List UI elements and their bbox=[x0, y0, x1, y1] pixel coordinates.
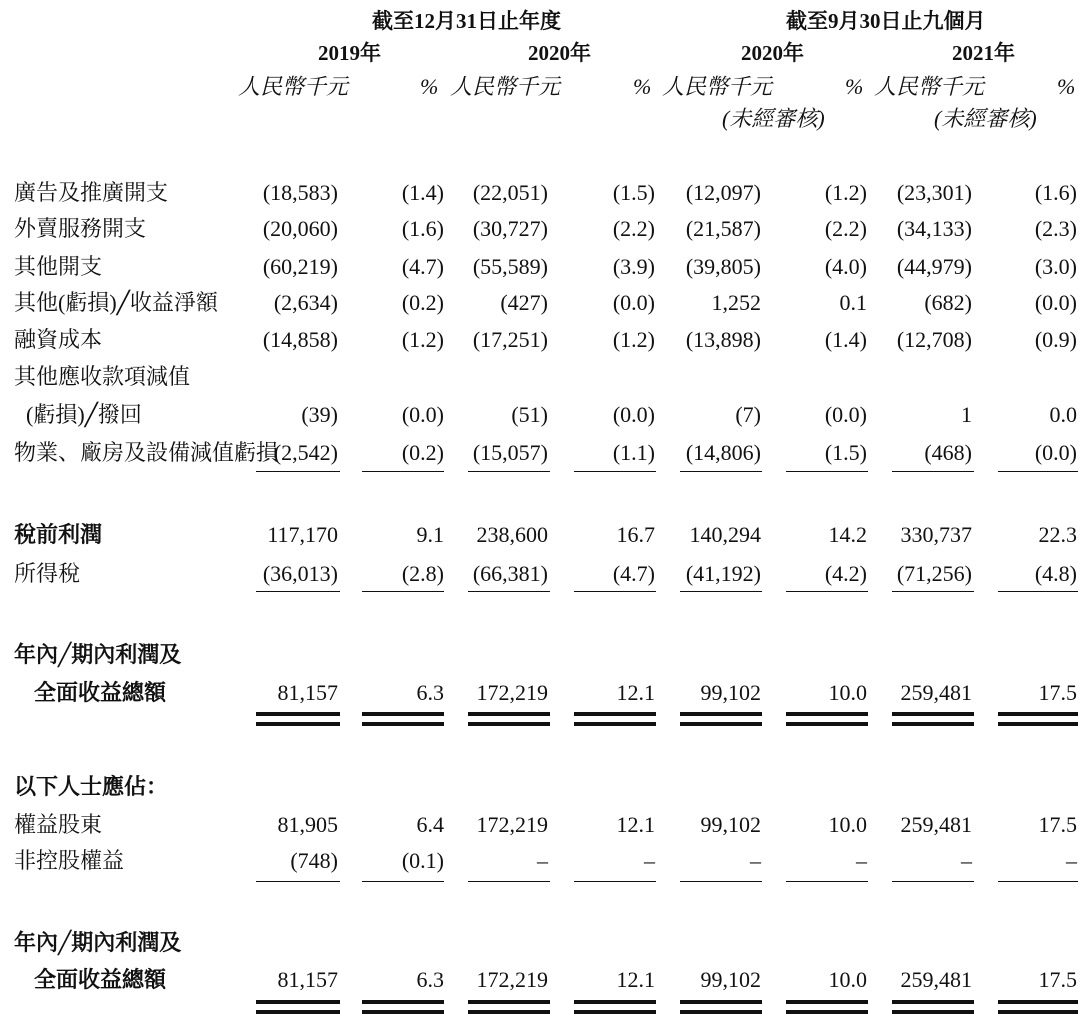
cell-value: 12.1 bbox=[616, 680, 655, 705]
cell-value: (4.7) bbox=[401, 254, 444, 279]
cell-value: 10.0 bbox=[828, 967, 867, 992]
cell-value: 81,157 bbox=[277, 680, 338, 705]
year-header: 2020年 bbox=[741, 41, 804, 65]
cell-value: (0.0) bbox=[612, 290, 655, 315]
double-rule bbox=[786, 712, 868, 726]
column-rule bbox=[786, 591, 868, 592]
cell-value: 17.5 bbox=[1038, 680, 1077, 705]
year-header: 2021年 bbox=[952, 41, 1015, 65]
double-rule bbox=[680, 1000, 762, 1014]
column-rule bbox=[680, 881, 762, 882]
cell-value: (427) bbox=[500, 290, 548, 315]
double-rule bbox=[256, 712, 340, 726]
cell-value: (0.2) bbox=[401, 440, 444, 465]
cell-value: 330,737 bbox=[900, 522, 972, 547]
cell-value: 6.3 bbox=[416, 680, 444, 705]
cell-value: (3.0) bbox=[1034, 254, 1077, 279]
double-rule bbox=[680, 712, 762, 726]
cell-value: 1,252 bbox=[711, 290, 761, 315]
cell-value: (4.8) bbox=[1034, 561, 1077, 586]
cell-value: (22,051) bbox=[472, 180, 548, 205]
cell-value: (23,301) bbox=[896, 180, 972, 205]
cell-value: 259,481 bbox=[900, 680, 972, 705]
double-rule bbox=[998, 712, 1078, 726]
column-rule bbox=[362, 591, 444, 592]
double-rule bbox=[892, 712, 974, 726]
cell-value: 10.0 bbox=[828, 812, 867, 837]
cell-value: 22.3 bbox=[1038, 522, 1077, 547]
cell-value: – bbox=[750, 848, 761, 873]
cell-value: 14.2 bbox=[828, 522, 867, 547]
column-rule bbox=[362, 471, 444, 472]
cell-value: 81,905 bbox=[277, 812, 338, 837]
column-rule bbox=[468, 591, 550, 592]
cell-value: 172,219 bbox=[476, 812, 548, 837]
cell-value: (0.0) bbox=[1034, 440, 1077, 465]
double-rule bbox=[362, 712, 444, 726]
column-rule bbox=[680, 591, 762, 592]
cell-value: (1.6) bbox=[401, 216, 444, 241]
cell-value: 172,219 bbox=[476, 680, 548, 705]
cell-value: (18,583) bbox=[262, 180, 338, 205]
cell-value: (2,542) bbox=[273, 440, 338, 465]
cell-value: 1 bbox=[961, 402, 972, 427]
row-label-continued: (虧損)╱撥回 bbox=[26, 402, 142, 427]
cell-value: 6.3 bbox=[416, 967, 444, 992]
cell-value: (2.8) bbox=[401, 561, 444, 586]
unaudited-note: (未經審核) bbox=[934, 106, 1037, 131]
cell-value: (20,060) bbox=[262, 216, 338, 241]
cell-value: 17.5 bbox=[1038, 812, 1077, 837]
cell-value: (34,133) bbox=[896, 216, 972, 241]
cell-value: 10.0 bbox=[828, 680, 867, 705]
cell-value: (12,708) bbox=[896, 327, 972, 352]
cell-value: (36,013) bbox=[262, 561, 338, 586]
cell-value: (2.3) bbox=[1034, 216, 1077, 241]
row-label: 以下人士應佔： bbox=[14, 774, 169, 799]
cell-value: 99,102 bbox=[700, 967, 761, 992]
cell-value: – bbox=[644, 848, 655, 873]
cell-value: (468) bbox=[924, 440, 972, 465]
cell-value: – bbox=[1066, 848, 1077, 873]
unit-header: 人民幣千元 bbox=[450, 74, 561, 99]
cell-value: (60,219) bbox=[262, 254, 338, 279]
cell-value: 99,102 bbox=[700, 680, 761, 705]
row-label: 非控股權益 bbox=[14, 848, 125, 873]
cell-value: 259,481 bbox=[900, 967, 972, 992]
cell-value: (0.0) bbox=[612, 402, 655, 427]
percent-header: % bbox=[845, 74, 864, 99]
cell-value: (51) bbox=[511, 402, 548, 427]
cell-value: (1.6) bbox=[1034, 180, 1077, 205]
cell-value: (0.0) bbox=[1034, 290, 1077, 315]
cell-value: – bbox=[537, 848, 548, 873]
column-rule bbox=[574, 471, 656, 472]
cell-value: (14,806) bbox=[685, 440, 761, 465]
cell-value: (17,251) bbox=[472, 327, 548, 352]
cell-value: (0.9) bbox=[1034, 327, 1077, 352]
group-header-year: 截至12月31日止年度 bbox=[372, 9, 561, 33]
column-rule bbox=[998, 881, 1078, 882]
cell-value: (39) bbox=[301, 402, 338, 427]
cell-value: 6.4 bbox=[416, 812, 444, 837]
column-rule bbox=[574, 881, 656, 882]
cell-value: 12.1 bbox=[616, 967, 655, 992]
row-label: 權益股東 bbox=[14, 812, 103, 837]
cell-value: (0.1) bbox=[401, 848, 444, 873]
double-rule bbox=[892, 1000, 974, 1014]
cell-value: (1.1) bbox=[612, 440, 655, 465]
column-rule bbox=[998, 471, 1078, 472]
double-rule bbox=[786, 1000, 868, 1014]
cell-value: 0.1 bbox=[839, 290, 867, 315]
row-label: 其他(虧損)╱收益淨額 bbox=[14, 290, 218, 315]
cell-value: (748) bbox=[290, 848, 338, 873]
column-rule bbox=[998, 591, 1078, 592]
cell-value: (71,256) bbox=[896, 561, 972, 586]
unit-header: 人民幣千元 bbox=[874, 74, 985, 99]
cell-value: (1.2) bbox=[612, 327, 655, 352]
cell-value: 17.5 bbox=[1038, 967, 1077, 992]
row-label: 年內╱期內利潤及 bbox=[14, 642, 182, 667]
double-rule bbox=[468, 712, 550, 726]
column-rule bbox=[256, 591, 340, 592]
column-rule bbox=[680, 471, 762, 472]
row-label-continued: 全面收益總額 bbox=[34, 680, 167, 705]
cell-value: (14,858) bbox=[262, 327, 338, 352]
row-label: 廣告及推廣開支 bbox=[14, 180, 169, 205]
double-rule bbox=[574, 712, 656, 726]
row-label: 融資成本 bbox=[14, 327, 103, 352]
cell-value: (21,587) bbox=[685, 216, 761, 241]
column-rule bbox=[892, 471, 974, 472]
row-label-continued: 全面收益總額 bbox=[34, 967, 167, 992]
column-rule bbox=[256, 881, 340, 882]
double-rule bbox=[468, 1000, 550, 1014]
cell-value: 140,294 bbox=[689, 522, 761, 547]
column-rule bbox=[892, 591, 974, 592]
double-rule bbox=[574, 1000, 656, 1014]
cell-value: – bbox=[856, 848, 867, 873]
cell-value: 238,600 bbox=[476, 522, 548, 547]
cell-value: (44,979) bbox=[896, 254, 972, 279]
cell-value: (12,097) bbox=[685, 180, 761, 205]
row-label: 外賣服務開支 bbox=[14, 216, 147, 241]
percent-header: % bbox=[633, 74, 652, 99]
cell-value: (4.0) bbox=[824, 254, 867, 279]
cell-value: 81,157 bbox=[277, 967, 338, 992]
cell-value: 117,170 bbox=[267, 522, 338, 547]
cell-value: (1.4) bbox=[401, 180, 444, 205]
percent-header: % bbox=[1057, 74, 1076, 99]
group-header-nine-months: 截至9月30日止九個月 bbox=[786, 9, 986, 33]
cell-value: (3.9) bbox=[612, 254, 655, 279]
cell-value: (13,898) bbox=[685, 327, 761, 352]
column-rule bbox=[256, 471, 340, 472]
cell-value: (1.2) bbox=[824, 180, 867, 205]
cell-value: – bbox=[961, 848, 972, 873]
column-rule bbox=[468, 471, 550, 472]
unaudited-note: (未經審核) bbox=[722, 106, 825, 131]
cell-value: (1.2) bbox=[401, 327, 444, 352]
cell-value: (66,381) bbox=[472, 561, 548, 586]
column-rule bbox=[362, 881, 444, 882]
unit-header: 人民幣千元 bbox=[662, 74, 773, 99]
cell-value: 0.0 bbox=[1049, 402, 1077, 427]
cell-value: (55,589) bbox=[472, 254, 548, 279]
cell-value: 12.1 bbox=[616, 812, 655, 837]
cell-value: (0.0) bbox=[401, 402, 444, 427]
double-rule bbox=[362, 1000, 444, 1014]
row-label: 稅前利潤 bbox=[14, 522, 103, 547]
cell-value: (0.0) bbox=[824, 402, 867, 427]
cell-value: 16.7 bbox=[616, 522, 655, 547]
column-rule bbox=[786, 471, 868, 472]
cell-value: (1.4) bbox=[824, 327, 867, 352]
double-rule bbox=[256, 1000, 340, 1014]
column-rule bbox=[574, 591, 656, 592]
cell-value: 172,219 bbox=[476, 967, 548, 992]
row-label: 其他開支 bbox=[14, 254, 103, 279]
cell-value: (0.2) bbox=[401, 290, 444, 315]
year-header: 2019年 bbox=[318, 41, 381, 65]
cell-value: (2,634) bbox=[273, 290, 338, 315]
row-label: 物業、廠房及設備減值虧損 bbox=[14, 440, 279, 465]
cell-value: 99,102 bbox=[700, 812, 761, 837]
cell-value: (41,192) bbox=[685, 561, 761, 586]
double-rule bbox=[998, 1000, 1078, 1014]
row-label: 其他應收款項減值 bbox=[14, 364, 191, 389]
cell-value: (682) bbox=[924, 290, 972, 315]
row-label: 年內╱期內利潤及 bbox=[14, 930, 182, 955]
cell-value: (7) bbox=[735, 402, 761, 427]
cell-value: (2.2) bbox=[824, 216, 867, 241]
row-label: 所得稅 bbox=[14, 561, 81, 586]
cell-value: (4.7) bbox=[612, 561, 655, 586]
cell-value: (30,727) bbox=[472, 216, 548, 241]
cell-value: 9.1 bbox=[416, 522, 444, 547]
cell-value: (2.2) bbox=[612, 216, 655, 241]
column-rule bbox=[468, 881, 550, 882]
cell-value: (15,057) bbox=[472, 440, 548, 465]
cell-value: (39,805) bbox=[685, 254, 761, 279]
column-rule bbox=[786, 881, 868, 882]
cell-value: (1.5) bbox=[612, 180, 655, 205]
year-header: 2020年 bbox=[528, 41, 591, 65]
unit-header: 人民幣千元 bbox=[238, 74, 349, 99]
cell-value: (4.2) bbox=[824, 561, 867, 586]
cell-value: (1.5) bbox=[824, 440, 867, 465]
column-rule bbox=[892, 881, 974, 882]
percent-header: % bbox=[420, 74, 439, 99]
cell-value: 259,481 bbox=[900, 812, 972, 837]
